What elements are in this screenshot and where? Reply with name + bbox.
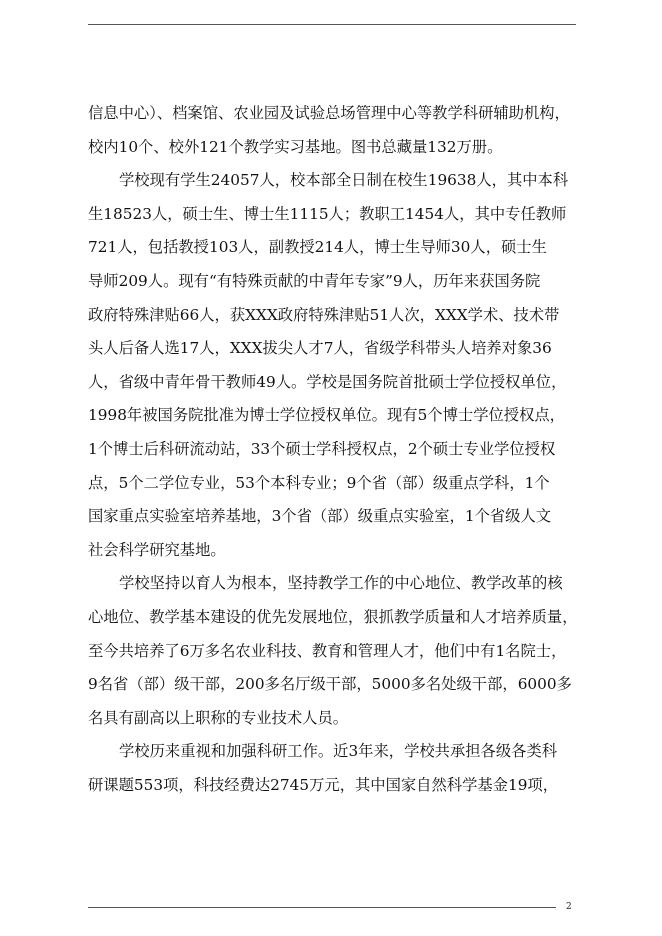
text-line-10: 1998年被国务院批准为博士学位授权单位。现有5个博士学位授权点， xyxy=(88,406,565,425)
text-line-14: 社会科学研究基地。 xyxy=(88,540,226,559)
text-line-16: 心地位、教学基本建设的优先发展地位，狠抓教学质量和人才培养质量， xyxy=(88,607,578,626)
text-line-4: 生18523人，硕士生、博士生1115人；教职工1454人，其中专任教师 xyxy=(88,204,567,223)
text-line-5: 721人，包括教授103人，副教授214人，博士生导师30人，硕士生 xyxy=(88,238,547,257)
text-line-19: 名具有副高以上职称的专业技术人员。 xyxy=(88,708,349,727)
text-line-3: 学校现有学生24057人，校本部全日制在校生19638人，其中本科 xyxy=(119,171,569,190)
page-number: 2 xyxy=(566,902,572,912)
document-body xyxy=(88,97,588,802)
text-line-20: 学校历来重视和加强科研工作。近3年来，学校共承担各级各类科 xyxy=(119,742,558,761)
text-line-1: 信息中心）、档案馆、农业园及试验总场管理中心等教学科研辅助机构， xyxy=(88,104,570,122)
text-line-9: 人，省级中青年骨干教师49人。学校是国务院首批硕士学位授权单位， xyxy=(88,372,567,391)
text-line-17: 至今共培养了6万多名农业科技、教育和管理人才，他们中有1名院士， xyxy=(88,641,567,660)
text-line-8: 头人后备人选17人，XXX拔尖人才7人，省级学科带头人培养对象36 xyxy=(88,339,552,358)
text-line-11: 1个博士后科研流动站，33个硕士学科授权点，2个硕士专业学位授权 xyxy=(88,439,556,458)
text-line-21: 研课题553项，科技经费达2745万元，其中国家自然科学基金19项， xyxy=(88,775,559,794)
text-line-12: 点，5个二学位专业，53个本科专业；9个省（部）级重点学科，1个 xyxy=(88,473,550,492)
text-line-6: 导师209人。现有“有特殊贡献的中青年专家”9人，历年来获国务院 xyxy=(88,271,541,290)
header-rule xyxy=(88,24,576,25)
footer-rule xyxy=(88,907,556,908)
text-line-15: 学校坚持以育人为根本，坚持教学工作的中心地位、教学改革的核 xyxy=(119,574,563,593)
text-line-18: 9名省（部）级干部，200多名厅级干部，5000多名处级干部，6000多 xyxy=(88,675,572,694)
text-line-2: 校内10个、校外121个教学实习基地。图书总藏量132万册。 xyxy=(88,137,503,156)
text-line-7: 政府特殊津贴66人，获XXX政府特殊津贴51人次，XXX学术、技术带 xyxy=(88,305,560,324)
text-line-13: 国家重点实验室培养基地，3个省（部）级重点实验室，1个省级人文 xyxy=(88,507,552,526)
